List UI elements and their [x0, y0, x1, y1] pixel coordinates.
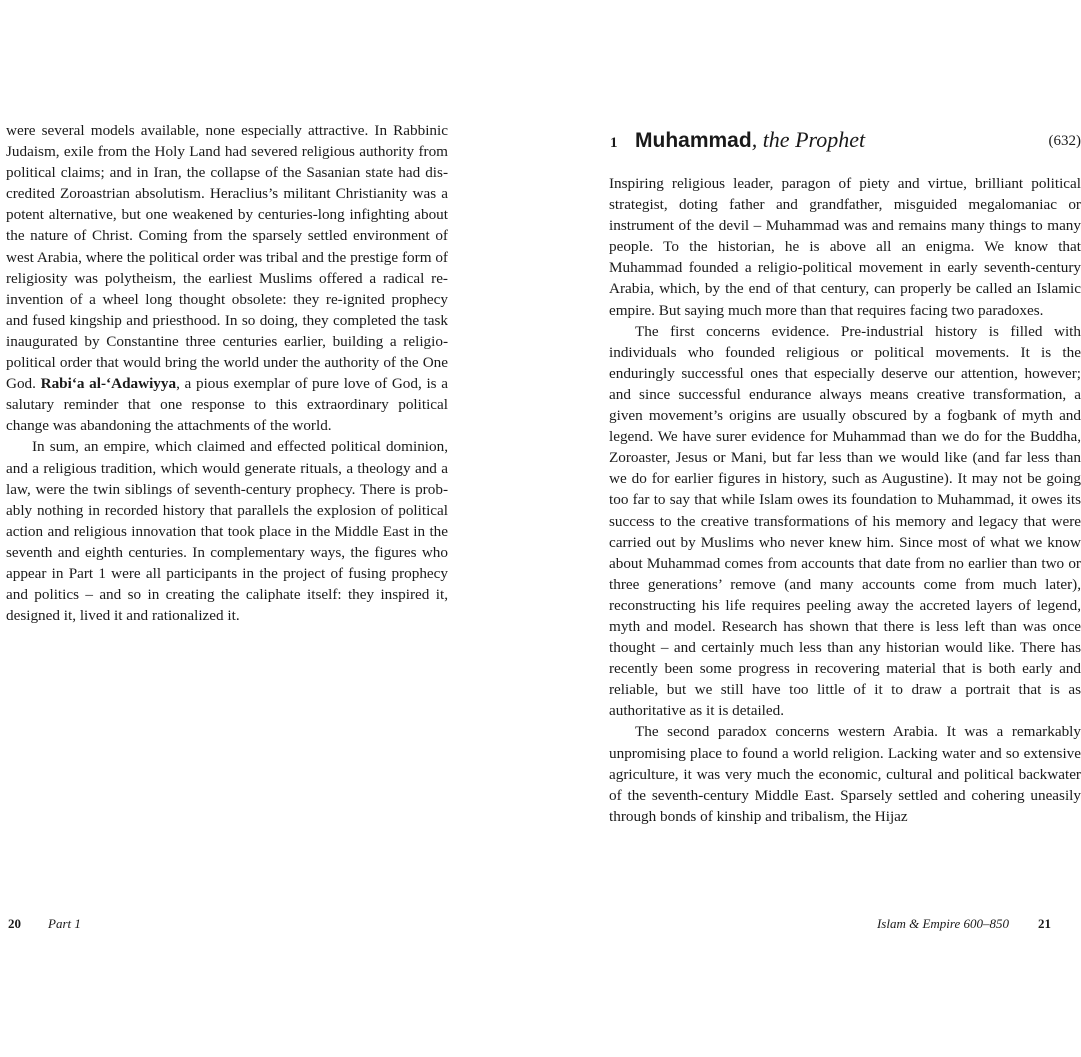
right-page-number: 21	[1038, 916, 1051, 931]
right-paragraph-2: The first concerns evidence. Pre-industrial history is filled with individuals who founded religious or political movements. It is the enduringly successful ones that especially deserve our attention, however; and since successful endurance always means creative transformation, a given movement’s origins are usually obscured by a fogbank of myth and legend. We have surer evidence for Muhammad than we do for the Buddha, Zoroaster, Jesus or Mani, but far less than we would like (and far less than we do for earlier figures in history, such as Augustine). It may not be going too far to say that while Islam owes its foundation to Muhammad, it owes its success to the creative transformations of his memory and legacy that were carried out by Muslims who never knew him. Since most of what we know about Muhammad comes from accounts that date from no earlier than two or three generations’ remove (and many accounts come from much later), reconstructing his life requires peeling away the accreted layers of legend, myth and model. Research has shown that there is less left than was once thought – and certainly much less than any historian would like. There has recently been some progress in recovering material that is both early and reliable, but we still have too little of it to draw a portrait that is as authoritative as it is detailed.	[609, 322, 1081, 720]
left-page-number: 20	[8, 916, 21, 931]
chapter-number: 1	[610, 135, 618, 151]
right-paragraph-1: Inspiring religious leader, paragon of piety and virtue, brilliant political strategist, doting father and grandfather, misguided megalomaniac or instrument of the devil – Muhammad was and remains many things to many people. To the historian, he is above all an enigma. We know that Muhammad founded a religio-political movement in early seventh-century Arabia, which, by the end of that century, can properly be called an Islamic empire. But saying much more than that requires facing two paradoxes.	[609, 175, 1081, 319]
chapter-date: (632)	[1048, 133, 1081, 149]
chapter-heading	[610, 127, 1081, 157]
left-paragraph-1	[6, 120, 448, 436]
chapter-title-epithet: , the Prophet	[751, 127, 866, 152]
person-name-rabia: Rabi‘a al-‘Adawiyya	[40, 375, 177, 393]
chapter-title	[635, 127, 865, 153]
left-page	[0, 0, 528, 1057]
left-paragraph-2: In sum, an empire, which claimed and effected political dominion, and a religious tradition, which would generate rituals, a theology and a law, were the twin siblings of seventh-century prophecy. There is probably nothing in recorded history that parallels the explosion of political action and religious innovation that took place in the Middle East in the seventh and eighth centuries. In complementary ways, the figures who appear in Part 1 were all participants in the project of fusing prophecy and politics – and so in creating the caliphate itself: they inspired it, designed it, lived it and rationalized it.	[6, 438, 448, 625]
chapter-title-name: Muhammad	[635, 129, 752, 152]
right-paragraph-3: The second paradox concerns western Arabia. It was a remarkably unpromising place to found a world religion. Lacking water and so extensive agriculture, it was very much the economic, cultural and political backwater of the seventh-century Middle East. Sparsely settled and cohering uneasily through bonds of kinship and tribalism, the Hijaz	[609, 723, 1081, 825]
left-paragraph-1-text-b: , a pious exemplar of pure love of God, is a salutary reminder that one response to this extraordinary political change was abandoning the attachments of the world.	[6, 375, 448, 435]
left-text-column	[6, 120, 448, 626]
right-text-column	[609, 173, 1081, 827]
left-running-head: Part 1	[48, 916, 81, 931]
right-page	[528, 0, 1081, 1057]
right-running-head: Islam & Empire 600–850	[876, 916, 1009, 931]
left-paragraph-1-text-a: were several models available, none especially attractive. In Rabbinic Judaism, exile from the Holy Land had severed religious authority from political claims; and in Iran, the collapse of the Sasanian state had discredited Zoroastrian absolutism. Heraclius’s militant Christianity was a potent alternative, but one weakened by centuries-long infighting about the nature of Christ. Coming from the sparsely settled environment of west Arabia, where the political order was tribal and the prestige form of religiosity was polytheism, the earliest Muslims offered a radical re-invention of a wheel long thought obsolete: they re-ignited prophecy and fused kingship and priesthood. In so doing, they completed the task inaugurated by Constantine three centuries earlier, building a religio-political order that would bring the world under the authority of the One God.	[6, 122, 448, 393]
